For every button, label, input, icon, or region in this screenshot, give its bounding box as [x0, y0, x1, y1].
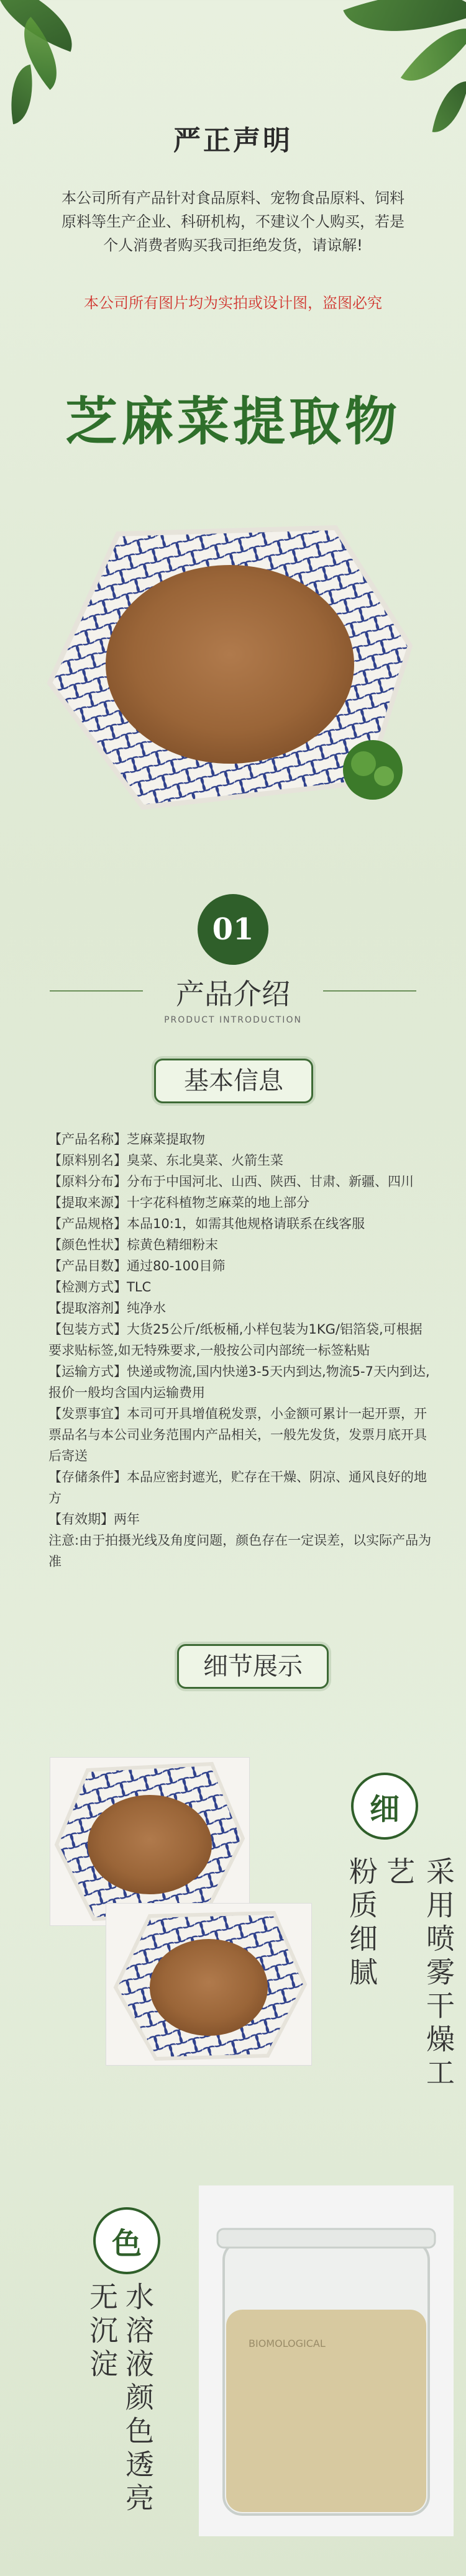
info-line: 【包装方式】大货25公斤/纸板桶,小样包装为1KG/铝箔袋,可根据要求贴标签,如无特殊要求,一般按公司内部统一标签粘贴 [48, 1322, 423, 1358]
section-subtitle: PRODUCT INTRODUCTION [164, 1015, 302, 1025]
detail-badge-fine: 细 [351, 1773, 418, 1840]
powder-plate-illustration [106, 1904, 311, 2065]
info-line: 【发票事宜】本司可开具增值税发票，小金额可累计一起开票，开票品名与本公司业务范围内产品相关，一般先发货，发票月底开具后寄送 [48, 1406, 427, 1463]
info-line: 【颜色性状】棕黄色精细粉末 [48, 1237, 218, 1252]
detail-caption-no-sediment: 无沉淀 [85, 2282, 119, 2382]
info-line: 【原料别名】臭菜、东北臭菜、火箭生菜 [48, 1153, 283, 1168]
info-line: 【产品规格】本品10:1，如需其他规格请联系在线客服 [48, 1216, 365, 1231]
info-line: 【提取溶剂】纯净水 [48, 1301, 166, 1316]
product-info-list [48, 1129, 434, 1572]
info-line: 【原料分布】分布于中国河北、山西、陕西、甘肃、新疆、四川 [48, 1174, 414, 1189]
detail-caption-texture: 粉质细腻 [345, 1856, 378, 1991]
liquid-beaker-image [199, 2185, 454, 2536]
detail-caption-process: 采用喷雾干燥工艺 [382, 1856, 455, 2091]
basic-info-label: 基本信息 [154, 1059, 313, 1103]
leaf-decoration-left [4, 65, 40, 124]
statement-warning: 本公司所有图片均为实拍或设计图，盗图必究 [84, 294, 382, 312]
detail-badge-color: 色 [93, 2207, 160, 2274]
info-line: 【存储条件】本品应密封遮光，贮存在干燥、阴凉、通风良好的地方 [48, 1470, 427, 1506]
info-line: 【有效期】两年 [48, 1512, 140, 1527]
info-line: 【检测方式】TLC [48, 1280, 152, 1295]
statement-title: 严正声明 [173, 125, 293, 156]
info-line: 【产品名称】芝麻菜提取物 [48, 1132, 205, 1147]
info-line: 【运输方式】快递或物流,国内快递3-5天内到达,物流5-7天内到达,报价一般均含国内运输费用 [48, 1364, 430, 1400]
info-line: 【提取来源】十字花科植物芝麻菜的地上部分 [48, 1195, 309, 1210]
powder-bowl-illustration [43, 522, 416, 820]
section-title: 产品介绍 [176, 977, 290, 1011]
detail-image-bottom [106, 1903, 312, 2066]
beaker-label: BIOMOLOGICAL [249, 2338, 326, 2349]
info-line: 【产品目数】通过80-100目筛 [48, 1259, 226, 1273]
detail-display-label: 细节展示 [177, 1644, 329, 1689]
product-hero-image [43, 522, 416, 820]
powder-plate-illustration [50, 1758, 249, 1925]
detail-image-top [50, 1757, 250, 1926]
detail-caption-clarity: 水溶液颜色透亮 [121, 2282, 155, 2516]
info-line: 注意:由于拍摄光线及角度问题，颜色存在一定误差，以实际产品为准 [48, 1533, 432, 1569]
statement-body: 本公司所有产品针对食品原料、宠物食品原料、饲料原料等生产企业、科研机构，不建议个人购买，若是个人消费者购买我司拒绝发货，请谅解! [62, 189, 404, 254]
beaker-illustration [199, 2185, 454, 2536]
product-title: 芝麻菜提取物 [65, 391, 401, 452]
section-number-badge: 01 [198, 894, 268, 965]
